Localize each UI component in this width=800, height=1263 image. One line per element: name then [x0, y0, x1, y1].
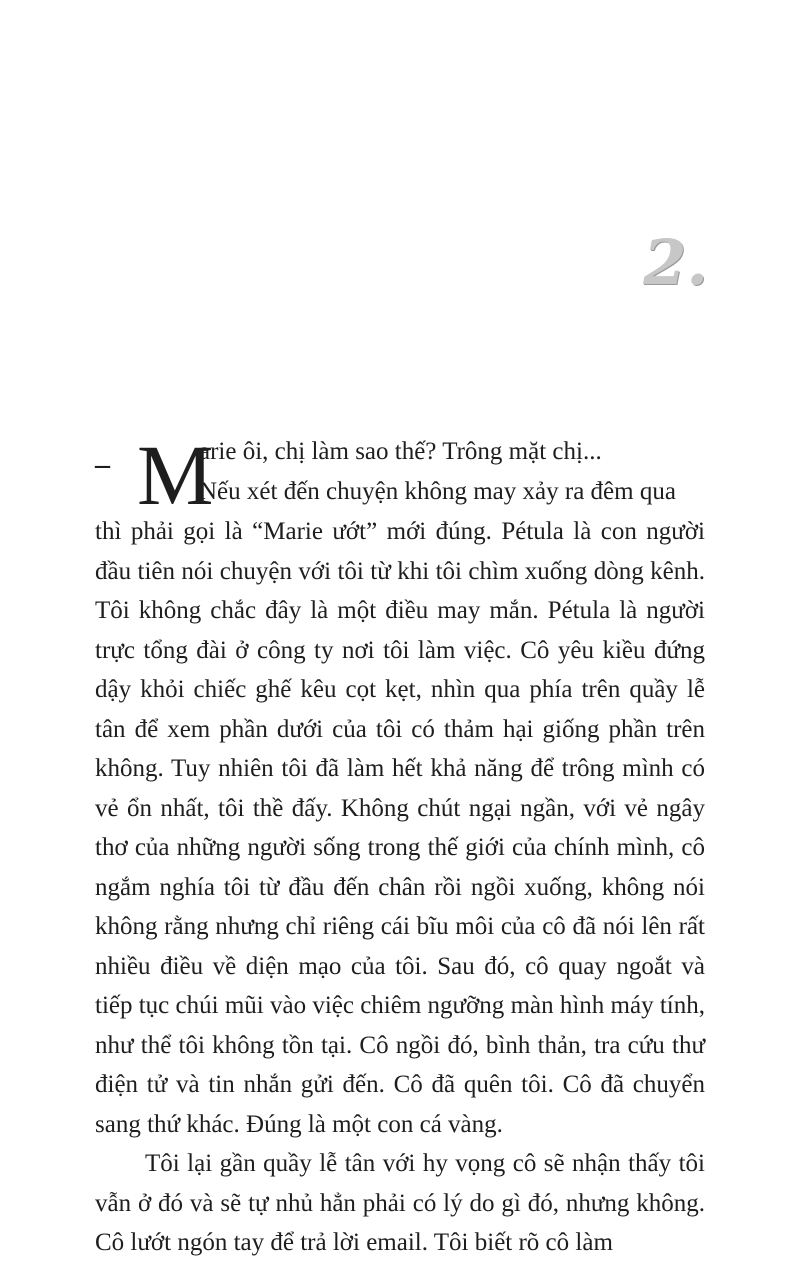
opening-lines: [199, 432, 705, 511]
paragraph-1-continuation: thì phải gọi là “Marie ướt” mới đúng. Pétula là con người đầu tiên nói chuyện với tôi từ khi tôi chìm xuống dòng kênh. Tôi không chắc đây là một điều may mắn. Pétula là người trực tổng đài ở công ty nơi tôi làm việc. Cô yêu kiều đứng dậy khỏi chiếc ghế kêu cọt kẹt, nhìn qua phía trên quầy lễ tân để xem phần dưới của tôi có thảm hại giống phần trên không. Tuy nhiên tôi đã làm hết khả năng để trông mình có vẻ ổn nhất, tôi thề đấy. Không chút ngại ngần, với vẻ ngây thơ của những người sống trong thế giới của chính mình, cô ngắm nghía tôi từ đầu đến chân rồi ngồi xuống, không nói không rằng nhưng chỉ riêng cái bĩu môi của cô đã nói lên rất nhiều điều về diện mạo của tôi. Sau đó, cô quay ngoắt và tiếp tục chúi mũi vào việc chiêm ngưỡng màn hình máy tính, như thể tôi không tồn tại. Cô ngồi đó, bình thản, tra cứu thư điện tử và tin nhắn gửi đến. Cô đã quên tôi. Cô đã chuyển sang thứ khác. Đúng là một con cá vàng.: [95, 518, 705, 1138]
paragraph-2: Tôi lại gần quầy lễ tân với hy vọng cô sẽ nhận thấy tôi vẫn ở đó và sẽ tự nhủ hẳn phải có lý do gì đó, nhưng không. Cô lướt ngón tay để trả lời email. Tôi biết rõ cô làm: [95, 1150, 705, 1256]
chapter-number: 2.: [643, 226, 708, 299]
opening-block: [95, 427, 705, 523]
chapter-body: [95, 427, 705, 1263]
dialogue-dash: –: [95, 448, 110, 481]
opening-line-1: arie ôi, chị làm sao thế? Trông mặt chị...: [199, 438, 602, 465]
drop-cap: M: [137, 427, 212, 523]
opening-line-2: Nếu xét đến chuyện không may xảy ra đêm qua: [199, 477, 676, 505]
